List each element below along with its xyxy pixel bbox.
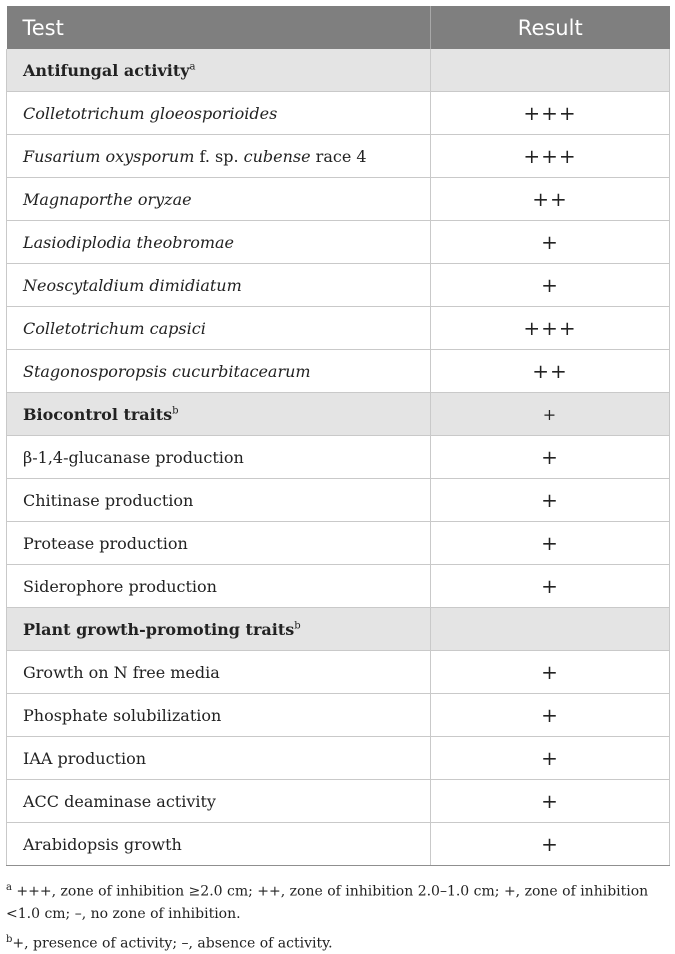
footnote-mark: a	[189, 61, 196, 73]
test-name-cell	[7, 92, 431, 135]
result-cell: +	[431, 221, 670, 264]
test-name: Siderophore production	[23, 576, 217, 596]
result-cell: +	[431, 436, 670, 479]
result-cell: +++	[431, 92, 670, 135]
test-name-part2: cubense	[243, 146, 311, 166]
result-cell: ++	[431, 350, 670, 393]
test-name-cell	[7, 737, 431, 780]
test-name-cell	[7, 479, 431, 522]
header-test: Test	[7, 6, 431, 49]
test-name: Protease production	[23, 533, 188, 553]
test-name-cell	[7, 350, 431, 393]
test-name: Colletotrichum gloeosporioides	[23, 103, 278, 123]
test-name: ACC deaminase activity	[23, 791, 216, 811]
result-cell: +	[431, 565, 670, 608]
test-name: Arabidopsis growth	[23, 834, 182, 854]
test-name: Colletotrichum capsici	[23, 318, 206, 338]
header-result: Result	[431, 6, 670, 49]
footnote-b-text: +, presence of activity; –, absence of activity.	[12, 935, 333, 952]
table-row	[7, 479, 670, 522]
footnote-a-mark: a	[6, 882, 12, 893]
test-name: Fusarium oxysporum	[23, 146, 195, 166]
result-cell: +	[431, 651, 670, 694]
footnote-b-mark: b	[6, 933, 13, 945]
result-cell	[431, 49, 670, 92]
footnote-b	[6, 929, 669, 954]
test-name: Lasiodiplodia theobromae	[23, 232, 234, 252]
section-label: Biocontrol traits	[23, 404, 173, 424]
table-row	[7, 737, 670, 780]
test-name: Neoscytaldium dimidiatum	[23, 275, 242, 295]
section-label-cell	[7, 49, 431, 92]
test-name-cell	[7, 780, 431, 823]
results-table	[6, 6, 670, 866]
result-cell: +	[431, 522, 670, 565]
table-row	[7, 264, 670, 307]
table-row	[7, 178, 670, 221]
table-row	[7, 307, 670, 350]
test-name-cell	[7, 694, 431, 737]
test-name-cell	[7, 436, 431, 479]
table-body	[7, 49, 670, 866]
result-cell: +	[431, 780, 670, 823]
test-name-cell	[7, 823, 431, 866]
result-cell: +	[431, 823, 670, 866]
test-name: Stagonosporopsis cucurbitacearum	[23, 361, 311, 381]
section-row	[7, 393, 670, 436]
result-cell	[431, 608, 670, 651]
table-row	[7, 522, 670, 565]
result-cell: +	[431, 264, 670, 307]
table-row	[7, 694, 670, 737]
footnotes	[6, 877, 669, 954]
result-cell: +++	[431, 307, 670, 350]
test-name-cell	[7, 565, 431, 608]
test-name-cell	[7, 264, 431, 307]
test-name: Growth on N free media	[23, 662, 220, 682]
footnote-mark: b	[294, 620, 301, 632]
footnote-a-text: +++, zone of inhibition ≥2.0 cm; ++, zone of inhibition 2.0–1.0 cm; +, zone of inhibition <1.0 cm; –, no zone of inhibition.	[6, 883, 649, 922]
test-name-cell	[7, 178, 431, 221]
section-row	[7, 608, 670, 651]
table-row	[7, 350, 670, 393]
test-name-cell	[7, 522, 431, 565]
test-name: IAA production	[23, 748, 147, 768]
result-cell: ++	[431, 178, 670, 221]
test-name-cell	[7, 651, 431, 694]
result-cell: +	[431, 694, 670, 737]
section-label-cell	[7, 393, 431, 436]
section-label-cell	[7, 608, 431, 651]
test-name: β-1,4-glucanase production	[23, 447, 244, 467]
result-cell: +++	[431, 135, 670, 178]
result-cell: +	[431, 737, 670, 780]
test-name-cell	[7, 307, 431, 350]
test-name-cell	[7, 135, 431, 178]
footnote-mark: b	[172, 405, 179, 417]
table-row	[7, 780, 670, 823]
table-row	[7, 436, 670, 479]
test-name: Phosphate solubilization	[23, 705, 222, 725]
table-row	[7, 565, 670, 608]
result-cell: +	[431, 479, 670, 522]
table-row	[7, 221, 670, 264]
test-name-mid: f. sp.	[194, 146, 244, 166]
table-row	[7, 92, 670, 135]
table-row	[7, 651, 670, 694]
test-name-cell	[7, 221, 431, 264]
section-label: Antifungal activity	[23, 60, 190, 80]
table-row	[7, 135, 670, 178]
section-row	[7, 49, 670, 92]
table-header-row	[7, 6, 670, 49]
footnote-a	[6, 877, 669, 925]
result-cell: +	[431, 393, 670, 436]
test-name-suffix: race 4	[310, 146, 367, 166]
test-name: Magnaporthe oryzae	[23, 189, 192, 209]
test-name: Chitinase production	[23, 490, 194, 510]
section-label: Plant growth-promoting traits	[23, 619, 295, 639]
table-row	[7, 823, 670, 866]
